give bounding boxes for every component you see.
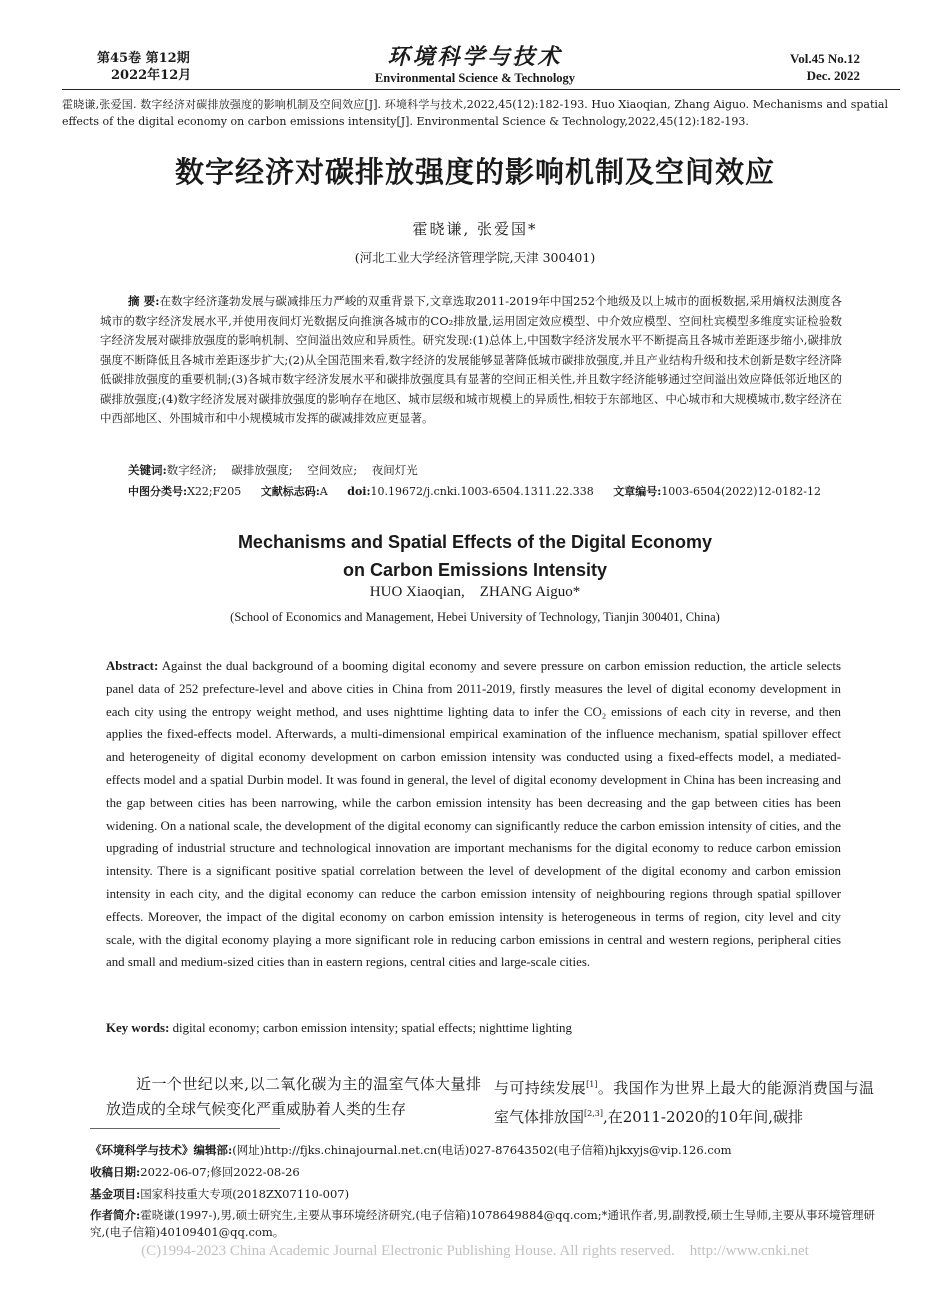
- title-en: [62, 528, 888, 584]
- abstract-en: Abstract: Against the dual background of a booming digital economy and severe pressure on carbon emission reduction, the article selects panel data of 252 prefecture-level and above cities in China from 2011-2019, firstly measures the level of digital economy development in each city using the entropy weight method, and uses nighttime lighting data to infer the CO₂ emissions of each city in reverse, and then applies the fixed-effects model. Afterwards, a multi-dimensional empirical examination of the influence mechanism, spatial spillover effect and heterogeneity of digital economy development on carbon emission intensity was conducted using a fixed-effects model, a mediated-effects model and a spatial Durbin model. It was found in general, the level of digital economy development in China has been increasing and the gap between cities has been narrowing, while the carbon emission intensity has been decreasing and the gap between cities has been widening. On a national scale, the development of the digital economy can significantly reduce the carbon emission intensity of cities, and the upgrading of industrial structure and technological innovation are important mechanisms for the digital economy to reduce carbon emission intensity. There is a significant positive spatial correlation between the level of development of the digital economy and carbon emission intensity in each city, and the digital economy can reduce the carbon emission intensity of neighbouring regions through spatial spillover effects. Moreover, the impact of the digital economy on carbon emission intensity is heterogeneous in terms of region, city level and city scale, with the digital economy playing a more significant role in reducing carbon emissions in central and western regions, peripheral cities and small and medium-sized cities than in eastern regions, central cities and large-scale cities.: [106, 659, 841, 970]
- volume-issue-en: Vol.45 No.12: [790, 51, 860, 66]
- affiliation-en: (School of Economics and Management, Hebei University of Technology, Tianjin 300401, China): [230, 610, 720, 624]
- citation: 霍晓谦,张爱国. 数字经济对碳排放强度的影响机制及空间效应[J]. 环境科学与技术,2022,45(12):182-193. Huo Xiaoqian, Zhang Aiguo. Mechanisms and spatial effects of the digital economy on carbon emissions intensity[J]. Environmental Science & Technology,2022,45(12):182-193.: [62, 98, 888, 128]
- journal-name-en: Environmental Science & Technology: [374, 71, 576, 85]
- authors-cn: 霍晓谦, 张爱国*: [412, 220, 538, 238]
- keywords-cn-text: 数字经济; 碳排放强度; 空间效应; 夜间灯光: [166, 463, 418, 477]
- body-paragraph: [494, 1072, 874, 1130]
- volume-issue-cn: 第45卷 第12期: [97, 51, 190, 66]
- issue-info-en: [790, 50, 860, 84]
- keywords-cn-label: 关键词:: [128, 463, 167, 477]
- authors-en: HUO Xiaoqian, ZHANG Aiguo*: [369, 584, 581, 600]
- body-left-text: 近一个世纪以来,以二氧化碳为主的温室气体大量排放造成的全球气候变化严重威胁着人类的生存: [106, 1075, 481, 1118]
- author-bio-label: 作者简介:: [90, 1208, 141, 1222]
- body-right-text-a: 与可持续发展: [494, 1079, 587, 1097]
- fund-label: 基金项目:: [90, 1187, 141, 1201]
- doi-label: doi:: [347, 485, 371, 498]
- abstract-cn-label: 摘 要:: [128, 294, 160, 308]
- footnote-author: [90, 1207, 880, 1241]
- copyright-watermark: (C)1994-2023 China Academic Journal Electronic Publishing House. All rights reserved. http://www.cnki.net: [141, 1243, 809, 1259]
- clc-label: 中图分类号:: [128, 485, 188, 498]
- title-en-line-2: on Carbon Emissions Intensity: [342, 560, 608, 580]
- doc-code-value: A: [319, 485, 328, 498]
- title-en-line-1: Mechanisms and Spatial Effects of the Digital Economy: [237, 532, 713, 552]
- affiliation-cn: (河北工业大学经济管理学院,天津 300401): [354, 250, 596, 265]
- header-divider: [62, 89, 900, 90]
- body-column-left: [106, 1072, 481, 1122]
- keywords-en-label: Key words: [106, 1021, 166, 1035]
- footnote-received: [90, 1164, 880, 1181]
- editorial-label: 《环境科学与技术》编辑部:: [90, 1143, 233, 1157]
- fund-text: 国家科技重大专项(2018ZX07110-007): [140, 1187, 350, 1201]
- editorial-text: (网址)http://fjks.chinajournal.net.cn(电话)027-87643502(电子信箱)hjkxyjs@vip.126.com: [232, 1143, 732, 1157]
- date-cn: 2022年12月: [111, 68, 192, 83]
- abstract-cn: [100, 292, 842, 429]
- abstract-cn-text: 在数字经济蓬勃发展与碳减排压力严峻的双重背景下,文章选取2011-2019年中国252个地级及以上城市的面板数据,采用熵权法测度各城市的数字经济发展水平,并使用夜间灯光数据反向推演各城市的CO₂排放量,运用固定效应模型、中介效应模型、空间杜宾模型多维度实证检验数字经济发展对碳排放强度的影响机制、空间溢出效应和异质性。研究发现:(1)总体上,中国数字经济发展水平不断提高且各城市差距逐步缩小,碳排放强度不断降低且各城市差距逐步扩大;(2)从全国范围来看,数字经济的发展能够显著降低城市碳排放强度,并且产业结构升级和技术创新是数字经济降低碳排放强度的重要机制;(3)各城市数字经济发展水平和碳排放强度具有显著的空间正相关性,并且数字经济能够通过空间溢出效应降低邻近地区的碳排放强度;(4)数字经济发展对碳排放强度的影响存在地区、城市层级和城市规模上的异质性,相较于东部地区、中心城市和大规模城市,数字经济在中西部地区、外围城市和中小规模城市发挥的碳减排效应更显著。: [100, 294, 843, 425]
- received-label: 收稿日期:: [90, 1165, 141, 1179]
- journal-masthead: [330, 44, 620, 86]
- issue-info-cn: [97, 50, 191, 84]
- footnote-divider: [90, 1128, 280, 1129]
- article-number-label: 文章编号:: [613, 485, 662, 498]
- classification-line: [128, 483, 840, 501]
- footnote-editorial: [90, 1142, 880, 1159]
- journal-logo-cn: 环境科学与技术: [387, 44, 563, 70]
- doi-value: 10.19672/j.cnki.1003-6504.1311.22.338: [370, 485, 594, 498]
- body-paragraph: [106, 1072, 481, 1122]
- date-en: Dec. 2022: [806, 68, 860, 83]
- article-number-value: 1003-6504(2022)12-0182-12: [661, 485, 822, 498]
- doc-code-label: 文献标志码:: [260, 485, 320, 498]
- footnote-fund: [90, 1186, 880, 1203]
- reference-marker: [1]: [586, 1080, 598, 1089]
- body-right-text-c: ,在2011-2020的10年间,碳排: [602, 1108, 804, 1126]
- abstract-en-text: Against the dual background of a booming digital economy and severe pressure on carbon emission reduction, the article selects panel data of 252 prefecture-level and above cities in China from 2011-2019, firstly measures the level of digital economy development in each city using the entropy weight method, and uses nighttime lighting data to infer the CO₂ emissions of each city in reverse, and then applies the fixed-effects model. Afterwards, a multi-dimensional empirical examination of the influence mechanism, spatial spillover effect and heterogeneity of digital economy development on carbon emission intensity was conducted using a fixed-effects model, a mediated-effects model and a spatial Durbin model. It was found in general, the level of digital economy development in China has been increasing and the gap between cities has been narrowing, while the carbon emission intensity has been decreasing and the gap between cities has been widening. On a national scale, the development of the digital economy can significantly reduce the carbon emission intensity of cities, and the upgrading of industrial structure and technological innovation are important mechanisms for the digital economy to reduce carbon emission intensity. There is a significant positive spatial correlation between the level of development of the digital economy and carbon emission intensity in each city, and the digital economy can reduce the carbon emission intensity of neighbouring regions through spatial spillover effects. Moreover, the impact of the digital economy on carbon emission intensity is heterogeneous in terms of region, city level and city scale, with the digital economy playing a more significant role in reducing carbon emissions in central and western regions, peripheral cities and small and medium-sized cities than in eastern regions, central cities and large-scale cities.: [106, 659, 841, 970]
- title-cn: 数字经济对碳排放强度的影响机制及空间效应: [174, 155, 775, 189]
- reference-marker: [2,3]: [584, 1109, 603, 1118]
- body-right-text-b: 。我国作为世界上最大的能源消费国与温室气体排放国: [494, 1079, 874, 1126]
- received-text: 2022-06-07;修回2022-08-26: [140, 1165, 300, 1179]
- keywords-en-text: digital economy; carbon emission intensity; spatial effects; nighttime lighting: [172, 1021, 572, 1035]
- body-column-right: [494, 1072, 874, 1130]
- clc-value: X22;F205: [187, 485, 242, 498]
- keywords-en: Key words: digital economy; carbon emission intensity; spatial effects; nighttime lighting: [106, 1021, 572, 1035]
- keywords-cn: [128, 461, 418, 479]
- abstract-en-label: Abstract: [106, 659, 154, 673]
- author-bio-text: 霍晓谦(1997-),男,硕士研究生,主要从事环境经济研究,(电子信箱)1078649884@qq.com;*通讯作者,男,副教授,硕士生导师,主要从事环境管理研究,(电子信箱)40109401@qq.com。: [90, 1208, 876, 1239]
